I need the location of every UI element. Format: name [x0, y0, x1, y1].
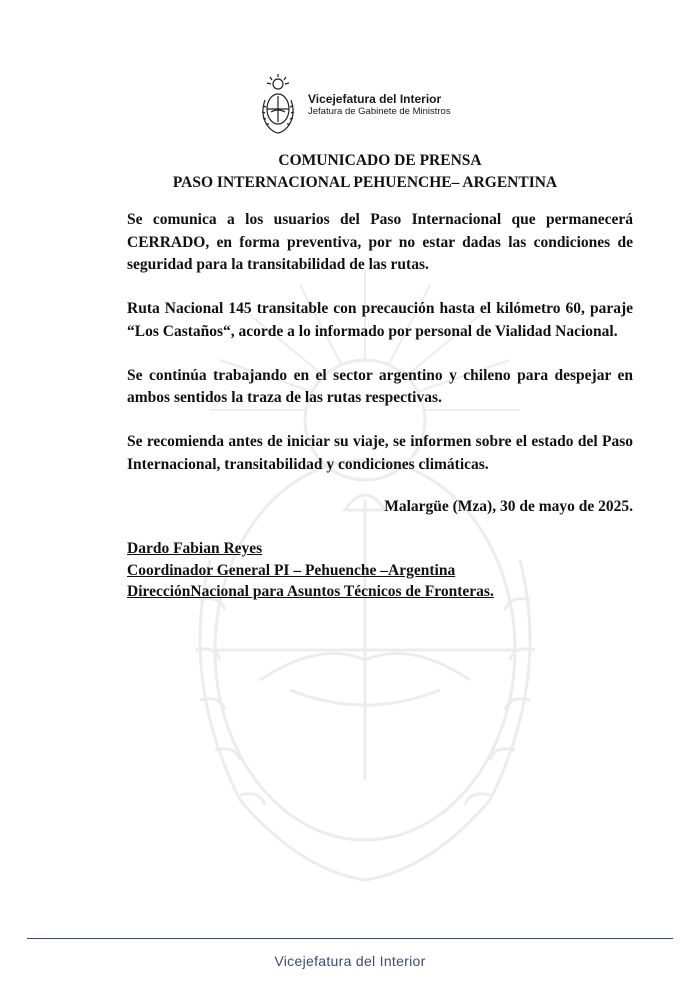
document-title [127, 150, 633, 194]
coat-of-arms-icon [258, 72, 298, 138]
signatory-office: DirecciónNacional para Asuntos Técnicos de Fronteras. [127, 583, 494, 600]
letterhead-text [308, 92, 451, 118]
signature-block [127, 538, 494, 603]
body-paragraph: Ruta Nacional 145 transitable con precaución hasta el kilómetro 60, paraje “Los Castaños“, acorde a lo informado por personal de Vialidad Nacional. [127, 300, 633, 340]
body-paragraph: Se comunica a los usuarios del Paso Internacional que permanecerá CERRADO, en forma preventiva, por no estar dadas las condiciones de seguridad para la transitabilidad de las rutas. [127, 211, 633, 273]
signatory-name: Dardo Fabian Reyes [127, 540, 263, 557]
body-paragraph: Se recomienda antes de iniciar su viaje, se informen sobre el estado del Paso Internacional, transitabilidad y condiciones climáticas. [127, 433, 633, 473]
signatory-role: Coordinador General PI – Pehuenche –Argentina [127, 561, 456, 579]
letterhead [258, 70, 451, 140]
organization-subtitle: Jefatura de Gabinete de Ministros [308, 106, 451, 117]
organization-name: Vicejefatura del Interior [308, 92, 442, 106]
document-body [127, 209, 633, 498]
body-paragraph: Se continúa trabajando en el sector argentino y chileno para despejar en ambos sentidos la traza de las rutas respectivas. [127, 366, 633, 406]
footer-text: Vicejefatura del Interior [274, 953, 426, 969]
title-line-1: COMUNICADO DE PRENSA [278, 152, 482, 169]
date-line: Malargüe (Mza), 30 de mayo de 2025. [384, 498, 633, 515]
footer-divider [27, 938, 673, 939]
title-line-2: PASO INTERNACIONAL PEHUENCHE– ARGENTINA [172, 174, 558, 191]
